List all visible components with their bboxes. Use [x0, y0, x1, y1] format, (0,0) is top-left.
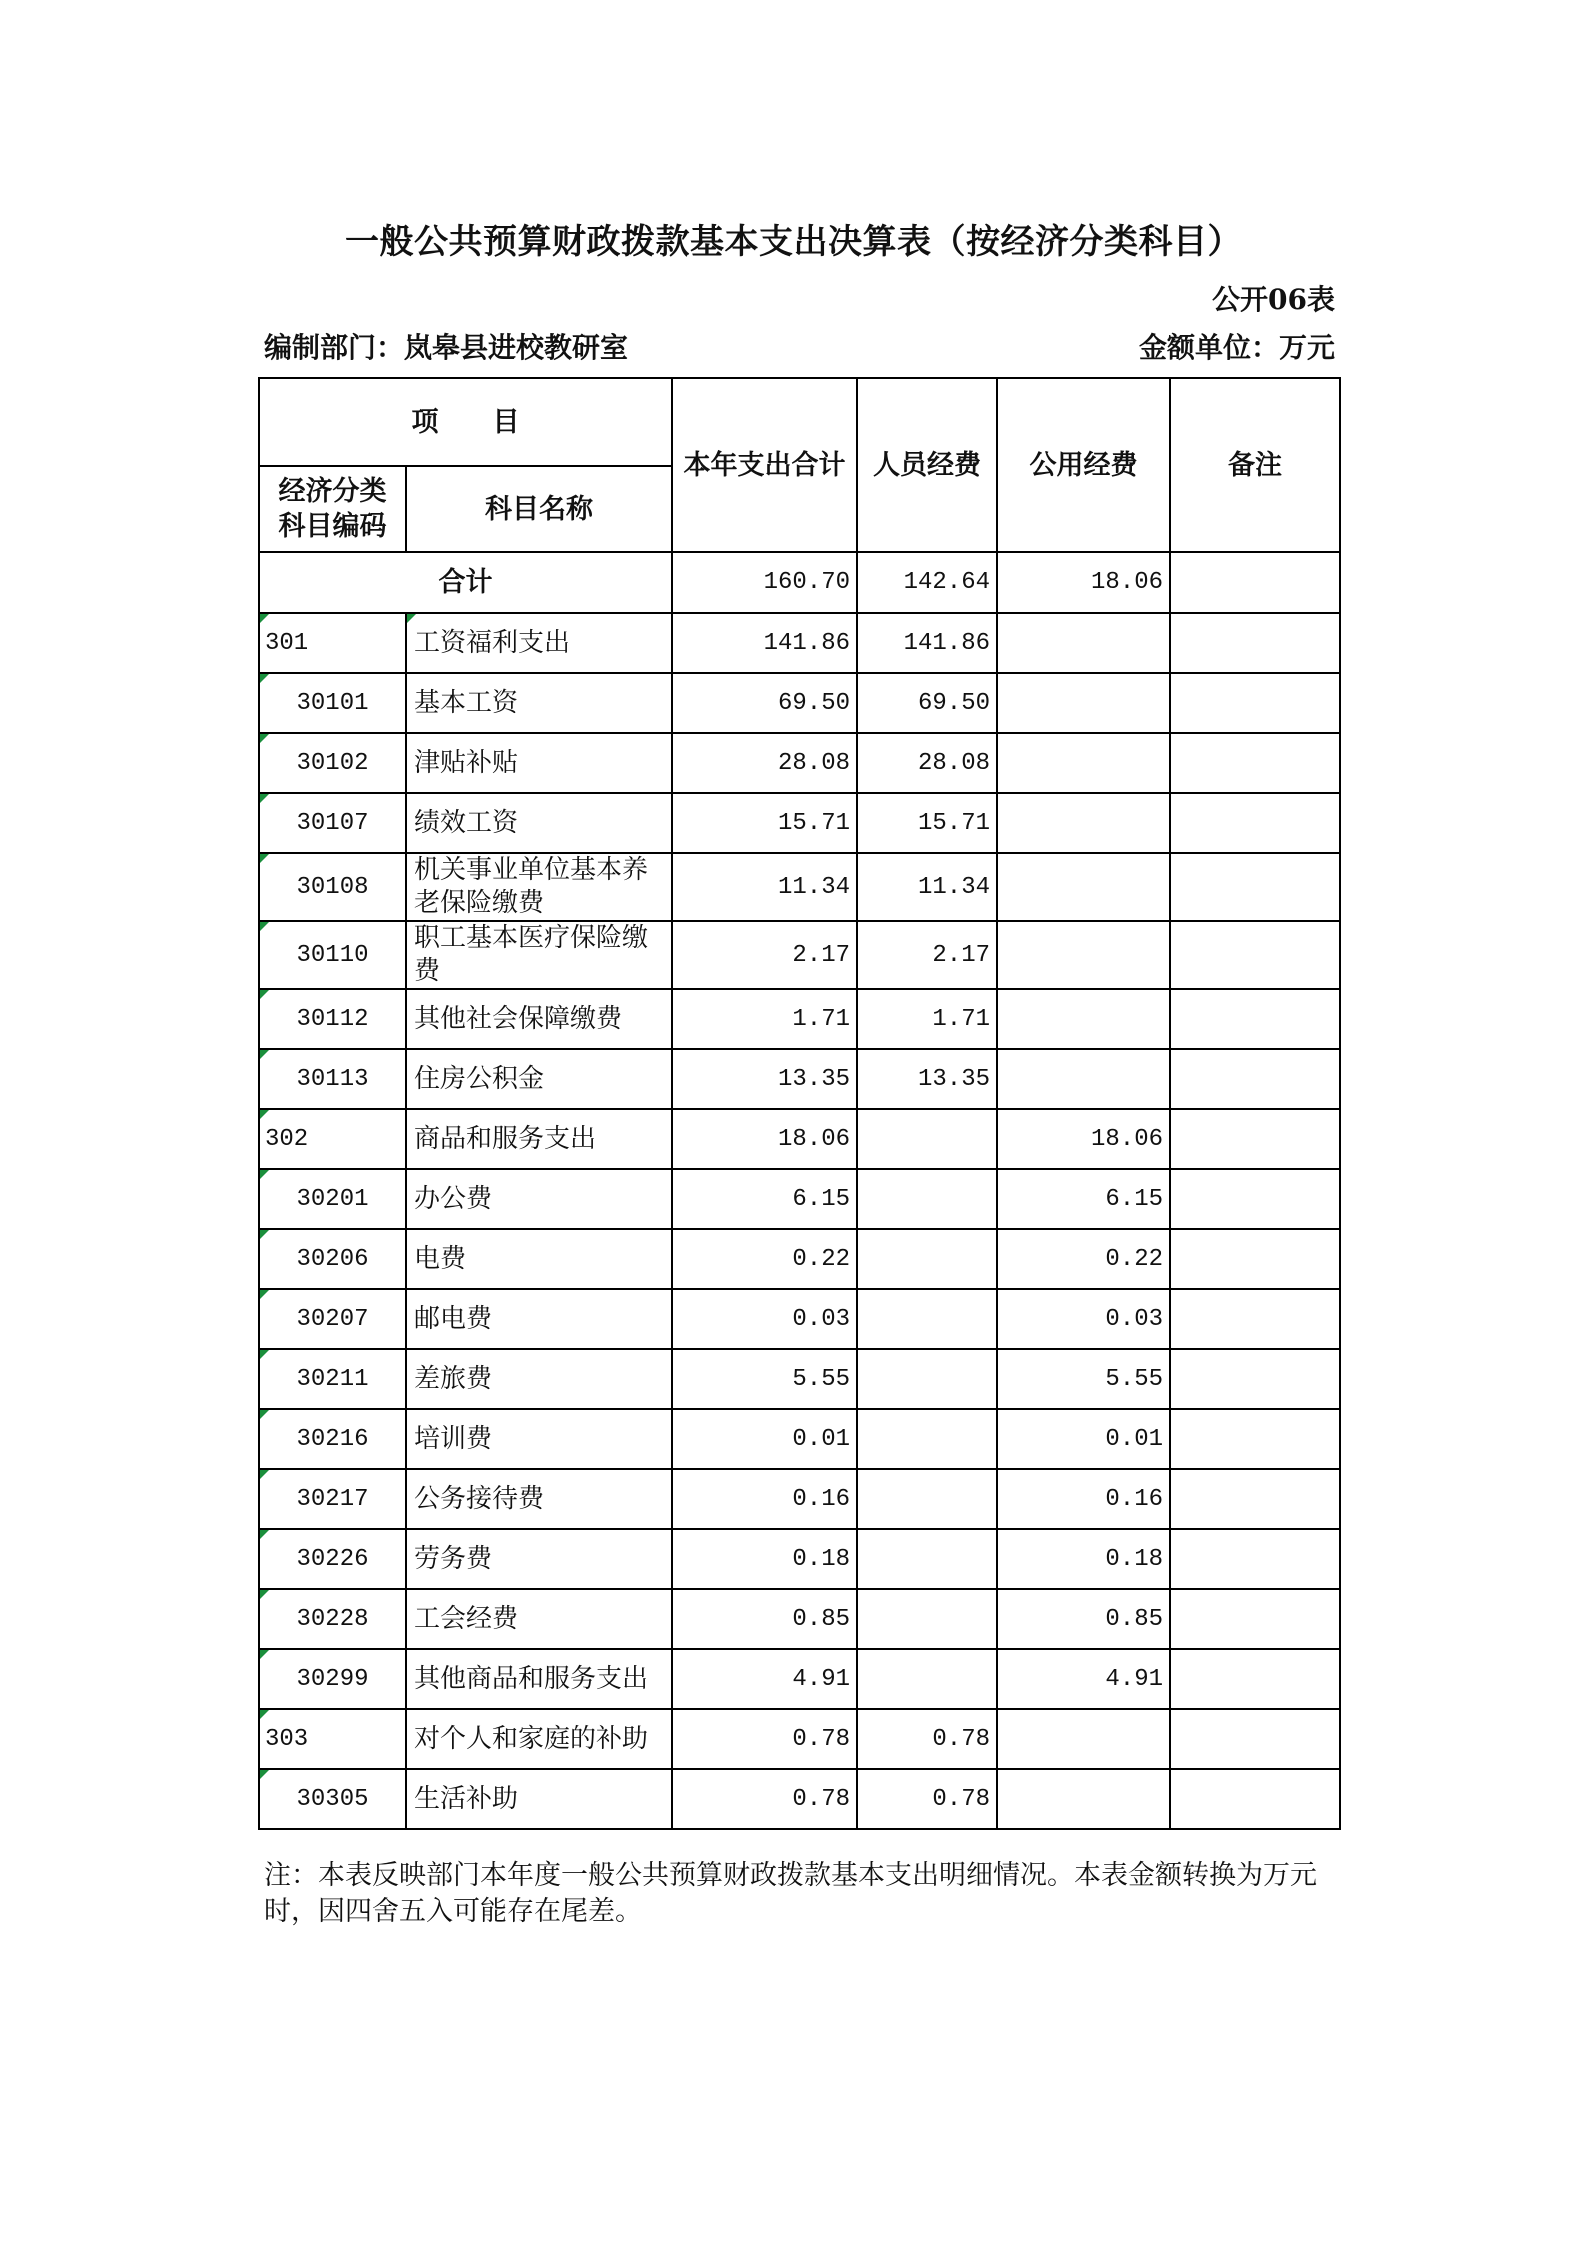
- public-amount: 5.55: [997, 1349, 1170, 1409]
- table-row: [259, 1169, 1340, 1229]
- remark-cell: [1170, 1709, 1340, 1769]
- public-amount: 18.06: [997, 1109, 1170, 1169]
- remark-cell: [1170, 793, 1340, 853]
- personnel-amount: [857, 1169, 997, 1229]
- remark-cell: [1170, 613, 1340, 673]
- public-amount: [997, 1709, 1170, 1769]
- subject-name: 生活补助: [406, 1769, 672, 1829]
- subject-code: 30216: [259, 1409, 406, 1469]
- remark-cell: [1170, 1049, 1340, 1109]
- table-body: [259, 552, 1340, 1829]
- table-row: [259, 989, 1340, 1049]
- table-row: [259, 1649, 1340, 1709]
- personnel-amount: 69.50: [857, 673, 997, 733]
- public-amount: 0.01: [997, 1409, 1170, 1469]
- subject-code: 30102: [259, 733, 406, 793]
- table-row: [259, 1529, 1340, 1589]
- subject-name: 其他商品和服务支出: [406, 1649, 672, 1709]
- public-amount: [997, 921, 1170, 989]
- subject-name: 工会经费: [406, 1589, 672, 1649]
- total-amount: 0.22: [672, 1229, 857, 1289]
- total-amount: 28.08: [672, 733, 857, 793]
- table-row: [259, 1469, 1340, 1529]
- table-row: [259, 1409, 1340, 1469]
- personnel-amount: 13.35: [857, 1049, 997, 1109]
- expenditure-table: [258, 377, 1341, 1830]
- total-amount: 0.78: [672, 1769, 857, 1829]
- subject-name: 差旅费: [406, 1349, 672, 1409]
- subject-code: 30107: [259, 793, 406, 853]
- personnel-amount: [857, 1589, 997, 1649]
- table-number: 公开06表: [1212, 283, 1335, 316]
- personnel-amount: 1.71: [857, 989, 997, 1049]
- public-amount: [997, 853, 1170, 921]
- table-row: [259, 853, 1340, 921]
- subject-name: 机关事业单位基本养老保险缴费: [406, 853, 672, 921]
- public-amount: 4.91: [997, 1649, 1170, 1709]
- subject-name: 职工基本医疗保险缴费: [406, 921, 672, 989]
- total-amount: 0.16: [672, 1469, 857, 1529]
- table-header: [259, 378, 1340, 552]
- total-amount: 4.91: [672, 1649, 857, 1709]
- subject-name: 绩效工资: [406, 793, 672, 853]
- table-row: [259, 673, 1340, 733]
- table-row: [259, 1289, 1340, 1349]
- total-amount: 1.71: [672, 989, 857, 1049]
- public-amount: [997, 1769, 1170, 1829]
- summary-remark: [1170, 552, 1340, 613]
- header-remark: 备注: [1170, 378, 1340, 552]
- subject-name: 培训费: [406, 1409, 672, 1469]
- header-personnel: 人员经费: [857, 378, 997, 552]
- remark-cell: [1170, 1769, 1340, 1829]
- subject-code: 30201: [259, 1169, 406, 1229]
- subject-name: 电费: [406, 1229, 672, 1289]
- remark-cell: [1170, 1289, 1340, 1349]
- personnel-amount: 141.86: [857, 613, 997, 673]
- subject-code: 302: [259, 1109, 406, 1169]
- subject-name: 对个人和家庭的补助: [406, 1709, 672, 1769]
- personnel-amount: [857, 1649, 997, 1709]
- remark-cell: [1170, 733, 1340, 793]
- subject-code: 30113: [259, 1049, 406, 1109]
- subject-code: 30305: [259, 1769, 406, 1829]
- subject-name: 邮电费: [406, 1289, 672, 1349]
- total-amount: 15.71: [672, 793, 857, 853]
- public-amount: 0.22: [997, 1229, 1170, 1289]
- public-amount: [997, 733, 1170, 793]
- remark-cell: [1170, 1109, 1340, 1169]
- subject-name: 劳务费: [406, 1529, 672, 1589]
- department-label: 编制部门：岚皋县进校教研室: [264, 331, 629, 364]
- subject-name: 住房公积金: [406, 1049, 672, 1109]
- subject-code: 30228: [259, 1589, 406, 1649]
- subject-name: 商品和服务支出: [406, 1109, 672, 1169]
- remark-cell: [1170, 1169, 1340, 1229]
- remark-cell: [1170, 1469, 1340, 1529]
- subject-code: 30207: [259, 1289, 406, 1349]
- personnel-amount: 15.71: [857, 793, 997, 853]
- remark-cell: [1170, 1349, 1340, 1409]
- table-row: [259, 1589, 1340, 1649]
- subject-name: 其他社会保障缴费: [406, 989, 672, 1049]
- total-amount: 0.18: [672, 1529, 857, 1589]
- table-row: [259, 1349, 1340, 1409]
- subject-name: 基本工资: [406, 673, 672, 733]
- page-title: 一般公共预算财政拨款基本支出决算表（按经济分类科目）: [345, 222, 1242, 262]
- public-amount: [997, 613, 1170, 673]
- header-item: 项 目: [259, 378, 672, 466]
- public-amount: [997, 793, 1170, 853]
- summary-row: [259, 552, 1340, 613]
- table-row: [259, 1109, 1340, 1169]
- header-name: 科目名称: [406, 466, 672, 552]
- table-row: [259, 793, 1340, 853]
- personnel-amount: [857, 1529, 997, 1589]
- subject-code: 30299: [259, 1649, 406, 1709]
- summary-label: 合计: [259, 552, 672, 613]
- subject-code: 30206: [259, 1229, 406, 1289]
- subject-code: 30112: [259, 989, 406, 1049]
- remark-cell: [1170, 1649, 1340, 1709]
- public-amount: 0.16: [997, 1469, 1170, 1529]
- table-row: [259, 733, 1340, 793]
- header-code: 经济分类 科目编码: [259, 466, 406, 552]
- header-row: [259, 378, 1340, 466]
- personnel-amount: [857, 1349, 997, 1409]
- personnel-amount: [857, 1289, 997, 1349]
- personnel-amount: [857, 1469, 997, 1529]
- summary-total: 160.70: [672, 552, 857, 613]
- remark-cell: [1170, 1589, 1340, 1649]
- subject-code: 30226: [259, 1529, 406, 1589]
- personnel-amount: 28.08: [857, 733, 997, 793]
- subject-name: 办公费: [406, 1169, 672, 1229]
- subject-code: 301: [259, 613, 406, 673]
- remark-cell: [1170, 1529, 1340, 1589]
- total-amount: 141.86: [672, 613, 857, 673]
- subject-name: 工资福利支出: [406, 613, 672, 673]
- header-public: 公用经费: [997, 378, 1170, 552]
- remark-cell: [1170, 853, 1340, 921]
- remark-cell: [1170, 1229, 1340, 1289]
- table-row: [259, 1709, 1340, 1769]
- remark-cell: [1170, 673, 1340, 733]
- subject-code: 30110: [259, 921, 406, 989]
- table-row: [259, 1769, 1340, 1829]
- total-amount: 0.78: [672, 1709, 857, 1769]
- subject-name: 公务接待费: [406, 1469, 672, 1529]
- personnel-amount: 0.78: [857, 1709, 997, 1769]
- total-amount: 2.17: [672, 921, 857, 989]
- public-amount: 0.85: [997, 1589, 1170, 1649]
- total-amount: 0.85: [672, 1589, 857, 1649]
- public-amount: [997, 1049, 1170, 1109]
- total-amount: 5.55: [672, 1349, 857, 1409]
- subject-code: 30101: [259, 673, 406, 733]
- personnel-amount: [857, 1109, 997, 1169]
- subject-code: 30217: [259, 1469, 406, 1529]
- personnel-amount: 11.34: [857, 853, 997, 921]
- unit-label: 金额单位：万元: [1138, 331, 1335, 364]
- footnote: 注：本表反映部门本年度一般公共预算财政拨款基本支出明细情况。本表金额转换为万元时，因四舍五入可能存在尾差。: [264, 1860, 1317, 1927]
- header-total: 本年支出合计: [672, 378, 857, 552]
- personnel-amount: 0.78: [857, 1769, 997, 1829]
- public-amount: 0.03: [997, 1289, 1170, 1349]
- remark-cell: [1170, 921, 1340, 989]
- table-row: [259, 1049, 1340, 1109]
- total-amount: 11.34: [672, 853, 857, 921]
- subject-code: 303: [259, 1709, 406, 1769]
- public-amount: 6.15: [997, 1169, 1170, 1229]
- total-amount: 0.03: [672, 1289, 857, 1349]
- public-amount: [997, 989, 1170, 1049]
- subject-name: 津贴补贴: [406, 733, 672, 793]
- total-amount: 0.01: [672, 1409, 857, 1469]
- summary-personnel: 142.64: [857, 552, 997, 613]
- personnel-amount: [857, 1229, 997, 1289]
- summary-public: 18.06: [997, 552, 1170, 613]
- remark-cell: [1170, 1409, 1340, 1469]
- public-amount: [997, 673, 1170, 733]
- public-amount: 0.18: [997, 1529, 1170, 1589]
- personnel-amount: 2.17: [857, 921, 997, 989]
- table-row: [259, 1229, 1340, 1289]
- remark-cell: [1170, 989, 1340, 1049]
- total-amount: 69.50: [672, 673, 857, 733]
- total-amount: 18.06: [672, 1109, 857, 1169]
- table-row: [259, 613, 1340, 673]
- total-amount: 13.35: [672, 1049, 857, 1109]
- subject-code: 30211: [259, 1349, 406, 1409]
- total-amount: 6.15: [672, 1169, 857, 1229]
- subject-code: 30108: [259, 853, 406, 921]
- table-row: [259, 921, 1340, 989]
- personnel-amount: [857, 1409, 997, 1469]
